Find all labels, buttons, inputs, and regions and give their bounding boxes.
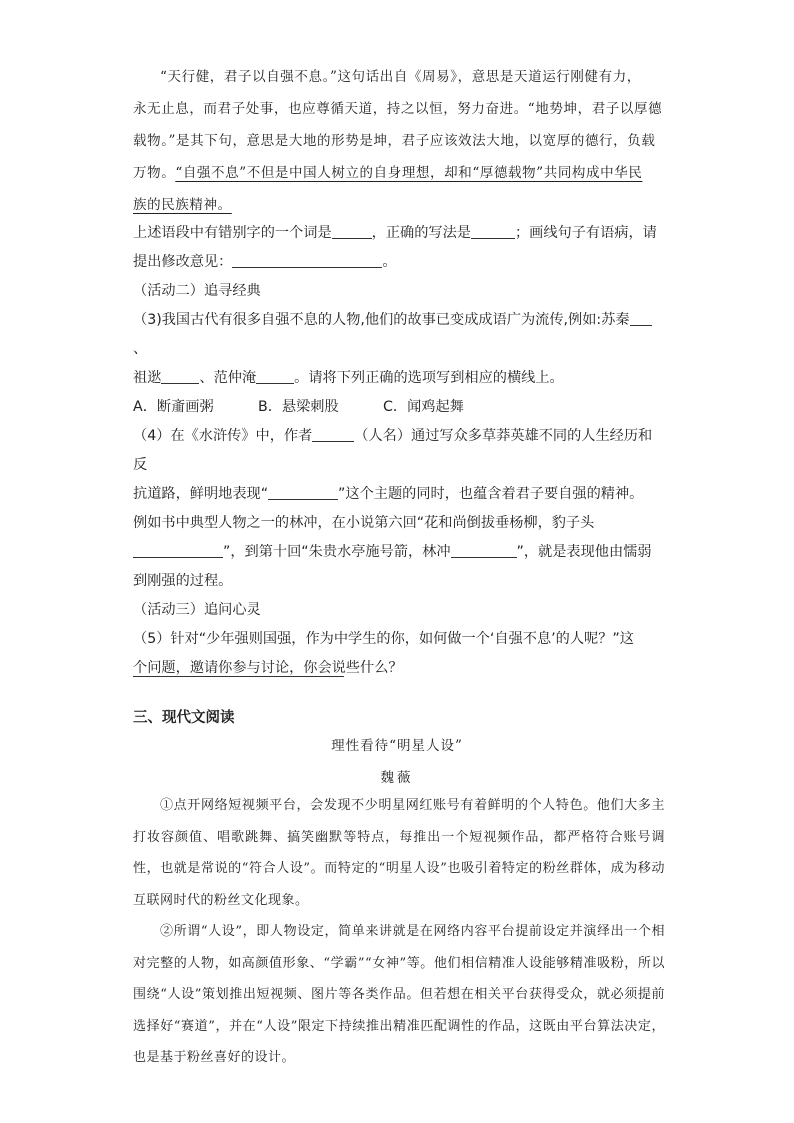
q3-text: （3)我国古代有很多自强不息的人物,他们的故事已变成成语广为流传,例如:苏秦 — [133, 312, 630, 328]
answer-blank[interactable] — [471, 222, 515, 239]
q4-text: ”，就是表现他由懦弱 — [516, 544, 652, 560]
q4-text: ”这个主题的同时，也蕴含着君子要自强的精神。 — [338, 486, 644, 502]
passage-line: “天行健，君子以自强不息。”这句话出自《周易》，意思是天道运行刚健有力， — [160, 69, 641, 85]
article-paragraph: ①点开网络短视频平台，会发现不少明星网红账号有着鲜明的个人特色。他们大多主打妆容颜值、唱歌跳舞、搞笑幽默等特点，每推出一个短视频作品，都严格符合账号调性，也就是常说的“符合人设”。而特定的“明星人设”也吸引着特定的粉丝群体，成为移动互联网时代的粉丝文化现象。 — [133, 798, 665, 908]
activity-heading: （活动二）追寻经典 — [133, 283, 261, 299]
answer-blank[interactable] — [332, 222, 372, 239]
activity-heading: （活动三）追问心灵 — [133, 602, 261, 618]
passage-text — [133, 61, 665, 221]
q4-text: ”，到第十回“朱贵水亭施号箭，林冲 — [223, 544, 451, 560]
section-title: 三、现代文阅读 — [133, 710, 235, 726]
q4-text: （4）在《水浒传》中，作者 — [133, 428, 313, 444]
article-title: 理性看待“明星人设” — [331, 738, 463, 754]
underlined-sentence: 族的民族精神。 — [133, 197, 232, 213]
q3-text: 祖逖 — [133, 370, 162, 386]
q3-text: 、范仲淹 — [199, 370, 257, 386]
q3-text: 、 — [133, 341, 148, 357]
article-paragraph: ②所谓“人设”，即人物设定，简单来讲就是在网络内容平台提前设定并演绎出一个相对完整的人物，如高颜值形象、“学霸”“女神”等。他们相信精准人设能够精准吸粉，所以围绕“人设”策划推出短视频、图片等各类作品。但若想在相关平台获得受众，就必须提前选择好“赛道”，并在“人设”限定下持续推出精准匹配调性的作品，这既由平台算法决定，也是基于粉丝喜好的设计。 — [133, 924, 665, 1065]
answer-blank[interactable] — [133, 541, 223, 558]
answer-line[interactable] — [133, 676, 344, 677]
answer-blank[interactable] — [312, 425, 354, 442]
q3-text: 。请将下列正确的选项写到相应的横线上。 — [294, 370, 564, 386]
passage-line: 永无止息，而君子处事，也应尊循天道，持之以恒，努力奋进。“地势坤，君子以厚德 — [133, 101, 663, 117]
underlined-sentence: “自强不息”不但是中国人树立的自身理想，却和“厚德载物”共同构成中华民 — [175, 165, 643, 181]
option-c: C．闻鸡起舞 — [383, 399, 464, 415]
option-b: B．悬梁刺股 — [258, 399, 339, 415]
option-a: A．断齑画粥 — [133, 399, 214, 415]
answer-blank[interactable] — [451, 541, 517, 558]
q2-text: ，正确的写法是 — [371, 225, 471, 241]
q2-text: ；画线句子有语病，请 — [514, 225, 657, 241]
q4-text: 到刚强的过程。 — [133, 573, 233, 589]
answer-blank[interactable] — [630, 309, 652, 326]
q3-options — [133, 393, 665, 422]
article-body — [133, 790, 665, 1074]
question-2 — [133, 219, 665, 683]
q2-text: 。 — [382, 254, 397, 270]
q5-text: （5）针对“少年强则国强，作为中学生的你，如何做一个‘自强不息’的人呢？”这 — [133, 631, 634, 647]
passage-line — [133, 157, 665, 189]
q2-text: 提出修改意见： — [133, 254, 233, 270]
passage-text-plain: 万物。 — [133, 165, 176, 181]
q4-text: 例如书中典型人物之一的林冲，在小说第六回“花和尚倒拔垂杨柳，豹子头 — [133, 515, 595, 531]
q4-text: 抗道路，鲜明地表现“ — [133, 486, 269, 502]
answer-blank[interactable] — [232, 251, 382, 268]
passage-line: 载物。”是其下句，意思是大地的形势是坤，君子应该效法大地，以宽厚的德行，负载 — [133, 133, 656, 149]
answer-blank[interactable] — [256, 367, 294, 384]
article-author: 魏薇 — [380, 770, 414, 786]
q2-text: 上述语段中有错别字的一个词是 — [133, 225, 332, 241]
answer-blank[interactable] — [161, 367, 199, 384]
passage-line — [133, 189, 665, 221]
q5-text: 个问题，邀请你参与讨论，你会说些什么？ — [133, 660, 403, 676]
q4-text: （人名）通过写众多草莽英雄不同的人生经历和反 — [133, 428, 653, 473]
answer-blank[interactable] — [268, 483, 338, 500]
